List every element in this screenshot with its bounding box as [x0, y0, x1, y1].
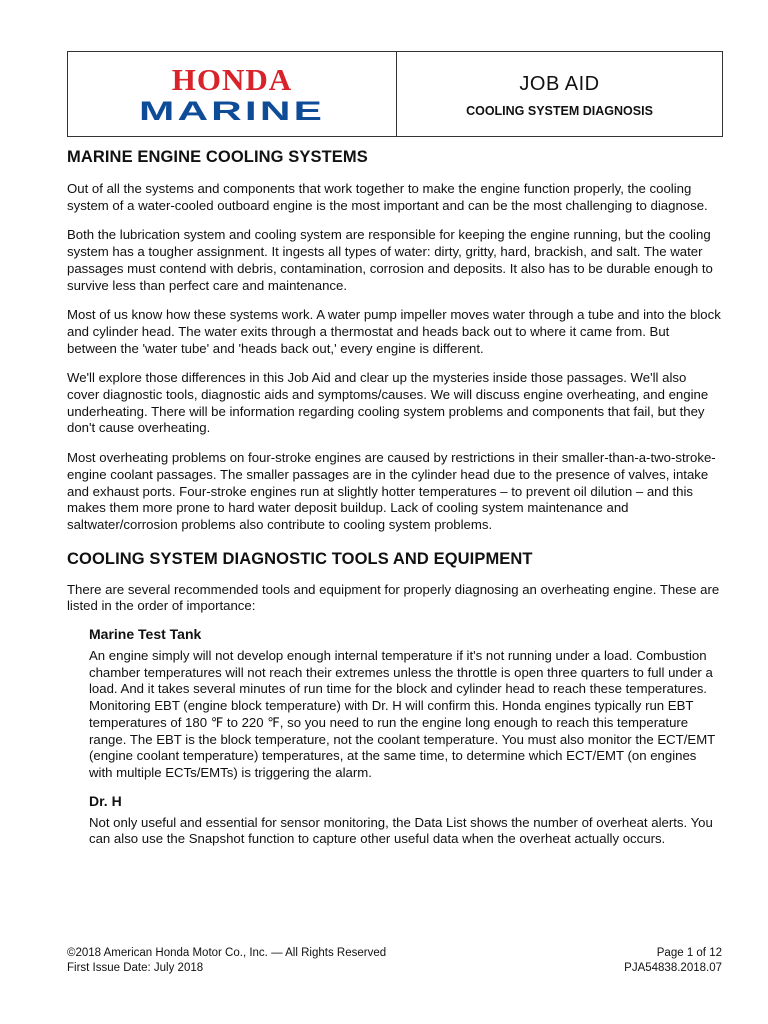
- honda-marine-logo: [132, 62, 332, 126]
- main-content: [67, 148, 722, 861]
- logo-marine-text: MARINE: [139, 96, 325, 126]
- logo-honda-text: HONDA: [171, 62, 293, 97]
- doc-type: JOB AID: [519, 72, 600, 95]
- doc-subject: COOLING SYSTEM DIAGNOSIS: [466, 103, 653, 118]
- copyright-text: ©2018 American Honda Motor Co., Inc. — All Rights Reserved: [67, 947, 387, 959]
- subheading-dr-h: Dr. H: [89, 792, 122, 809]
- paragraph: An engine simply will not develop enough internal temperature if it's not running under a load. Combustion chamber temperatures will not reach their extremes unless the throttle is open three quarters to full under a load. And it takes several minutes of run time for the block and cylinder head to reach these temperatures. Monitoring EBT (engine block temperature) with Dr. H will confirm this. Honda engines typically run EBT temperatures of 180 ℉ to 220 ℉, so you need to run the engine long enough to reach this temperature range. The EBT is the block temperature, not the coolant temperature. You must also monitor the ECT/EMT (engine coolant temperature) temperatures, at the same time, to determine which ECT/EMT (on engines with multiple ECTs/EMTs) is triggering the alarm.: [89, 648, 715, 780]
- paragraph: There are several recommended tools and equipment for properly diagnosing an overheating engine. These are listed in the order of importance:: [67, 581, 720, 614]
- paragraph: Most overheating problems on four-stroke engines are caused by restrictions in their smaller-than-a-two-stroke-engine coolant passages. The smaller passages are in the cylinder head due to the presence of valves, intake and exhaust ports. Four-stroke engines run at slightly hotter temperatures – to prevent oil dilution – and this makes them more prone to hard water deposit buildup. Lack of cooling system maintenance and saltwater/corrosion problems also contribute to cooling system problems.: [67, 450, 716, 532]
- paragraph: Most of us know how these systems work. A water pump impeller moves water through a tube and into the block and cylinder head. The water exits through a thermostat and heads back out to where it came from. But between the 'water tube' and 'heads back out,' every engine is different.: [67, 307, 721, 356]
- tool-list: [67, 626, 722, 848]
- subheading-marine-test-tank: Marine Test Tank: [89, 626, 202, 643]
- footer-left: [67, 946, 386, 976]
- section-title-diagnostic-tools: COOLING SYSTEM DIAGNOSTIC TOOLS AND EQUIPMENT: [67, 549, 533, 568]
- paragraph: We'll explore those differences in this Job Aid and clear up the mysteries inside those passages. We'll also cover diagnostic tools, diagnostic aids and symptoms/causes. We will discuss engine overheating, and engine underheating. There will be information regarding cooling system problems and components that fail, but they don't cause overheating.: [67, 370, 709, 436]
- page-footer: [67, 946, 722, 976]
- document-number: PJA54838.2018.07: [624, 962, 722, 974]
- section-title-cooling-systems: MARINE ENGINE COOLING SYSTEMS: [67, 148, 368, 166]
- footer-right: [624, 946, 722, 976]
- header-box: [67, 51, 723, 137]
- paragraph: Both the lubrication system and cooling system are responsible for keeping the engine running, but the cooling system has a tougher assignment. It ingests all types of water: dirty, gritty, hard, brackish, and salt. The water passages must contend with debris, contamination, corrosion and deposits. It also has to be durable enough to survive less than perfect care and maintenance.: [67, 227, 713, 293]
- paragraph: Out of all the systems and components that work together to make the engine function properly, the cooling system of a water-cooled outboard engine is the most important and can be the most challenging to diagnose.: [67, 181, 708, 213]
- page-number: Page 1 of 12: [656, 947, 722, 959]
- logo-cell: [68, 52, 397, 136]
- paragraph: Not only useful and essential for sensor monitoring, the Data List shows the number of overheat alerts. You can also use the Snapshot function to capture other useful data when the overheat actually occurs.: [89, 814, 713, 847]
- issue-date-text: First Issue Date: July 2018: [67, 962, 204, 974]
- title-cell: [397, 52, 722, 136]
